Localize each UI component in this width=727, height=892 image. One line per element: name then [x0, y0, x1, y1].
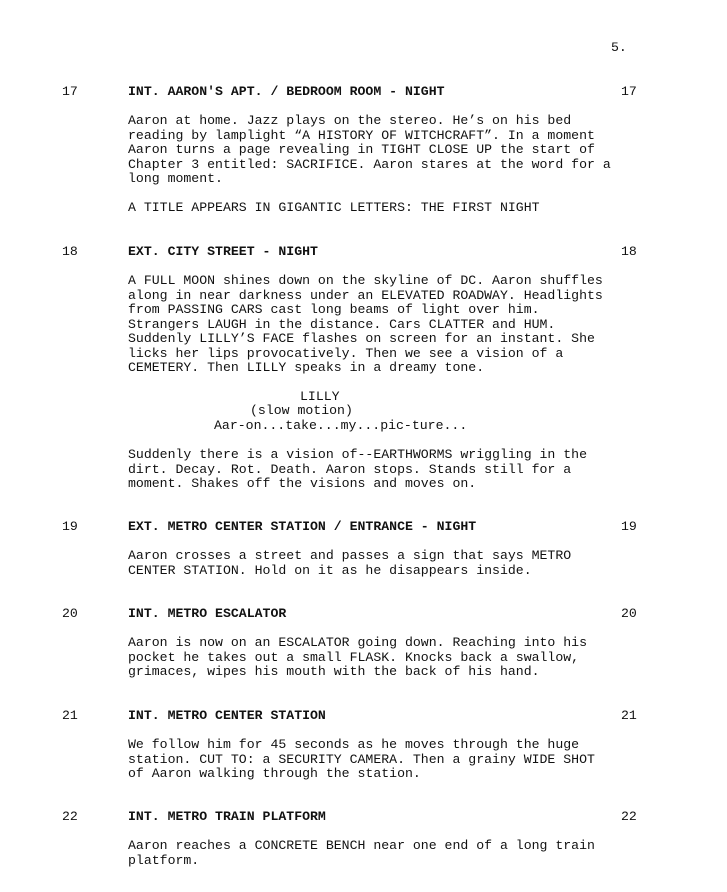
action-line: of Aaron walking through the station. [128, 766, 421, 781]
character-name: LILLY [300, 389, 340, 404]
action-line: A FULL MOON shines down on the skyline of DC. Aaron shuffles [128, 273, 603, 288]
dialogue: Aar-on...take...my...pic-ture... [214, 418, 468, 433]
action-line: Strangers LAUGH in the distance. Cars CLATTER and HUM. [128, 316, 556, 332]
action-line: CENTER STATION. Hold on it as he disappears inside. [128, 562, 532, 578]
action-line: pocket he takes out a small FLASK. Knocks back a swallow, [128, 649, 580, 665]
action-line: Suddenly there is a vision of--EARTHWORMS wriggling in the [128, 447, 587, 462]
action-line: A TITLE APPEARS IN GIGANTIC LETTERS: THE FIRST NIGHT [128, 200, 540, 215]
action-block [128, 114, 688, 187]
action-line: dirt. Decay. Rot. Death. Aaron stops. Stands still for a [128, 461, 572, 477]
action-line: Aaron is now on an ESCALATOR going down. Reaching into his [128, 635, 587, 650]
action-line: station. CUT TO: a SECURITY CAMERA. Then a grainy WIDE SHOT [128, 751, 595, 767]
scene-number-right: 22 [621, 809, 637, 824]
action-line: moment. Shakes off the visions and moves on. [128, 476, 477, 491]
scene-number-left: 18 [62, 244, 78, 259]
scene-number-left: 20 [62, 606, 78, 621]
action-line: platform. [128, 852, 200, 868]
scene-heading-19 [0, 520, 727, 535]
action-line: grimaces, wipes his mouth with the back of his hand. [128, 664, 540, 679]
action-block [128, 274, 688, 376]
action-line: Aaron turns a page revealing in TIGHT CLOSE UP the start of [128, 142, 595, 157]
action-line: Chapter 3 entitled: SACRIFICE. Aaron stares at the word for a [128, 156, 611, 172]
slugline: INT. METRO ESCALATOR [128, 606, 287, 621]
scene-number-right: 20 [621, 606, 637, 621]
action-line: reading by lamplight “A HISTORY OF WITCHCRAFT”. In a moment [128, 127, 595, 143]
action-block [128, 549, 688, 578]
slugline: EXT. METRO CENTER STATION / ENTRANCE - NIGHT [128, 519, 477, 534]
action-line: Suddenly LILLY’S FACE flashes on screen for an instant. She [128, 331, 595, 346]
action-line: along in near darkness under an ELEVATED ROADWAY. Headlights [128, 287, 603, 303]
scene-heading-17 [0, 85, 727, 100]
scene-heading-21 [0, 709, 727, 724]
scene-number-right: 18 [621, 244, 637, 259]
scene-number-right: 19 [621, 519, 637, 534]
action-block [128, 839, 688, 868]
action-block [128, 448, 688, 492]
action-block [128, 201, 688, 216]
scene-heading-18 [0, 245, 727, 260]
slugline: EXT. CITY STREET - NIGHT [128, 244, 318, 259]
action-line: We follow him for 45 seconds as he moves through the huge [128, 737, 580, 752]
action-line: long moment. [128, 171, 223, 186]
action-line: licks her lips provocatively. Then we see a vision of a [128, 345, 564, 361]
scene-number-left: 21 [62, 708, 78, 723]
page-number: 5. [611, 40, 627, 55]
action-block [128, 738, 688, 782]
scene-heading-22 [0, 810, 727, 825]
parenthetical: (slow motion) [250, 403, 353, 418]
scene-heading-20 [0, 607, 727, 622]
action-line: Aaron at home. Jazz plays on the stereo. He’s on his bed [128, 113, 572, 128]
action-line: Aaron crosses a street and passes a sign that says METRO [128, 548, 572, 563]
scene-number-right: 21 [621, 708, 637, 723]
action-line: Aaron reaches a CONCRETE BENCH near one end of a long train [128, 838, 595, 853]
slugline: INT. AARON'S APT. / BEDROOM ROOM - NIGHT [128, 84, 445, 99]
slugline: INT. METRO TRAIN PLATFORM [128, 809, 326, 824]
scene-number-right: 17 [621, 84, 637, 99]
action-line: from PASSING CARS cast long beams of light over him. [128, 302, 540, 317]
scene-number-left: 22 [62, 809, 78, 824]
scene-number-left: 17 [62, 84, 78, 99]
action-block [128, 636, 688, 680]
scene-number-left: 19 [62, 519, 78, 534]
slugline: INT. METRO CENTER STATION [128, 708, 326, 723]
action-line: CEMETERY. Then LILLY speaks in a dreamy tone. [128, 360, 485, 375]
